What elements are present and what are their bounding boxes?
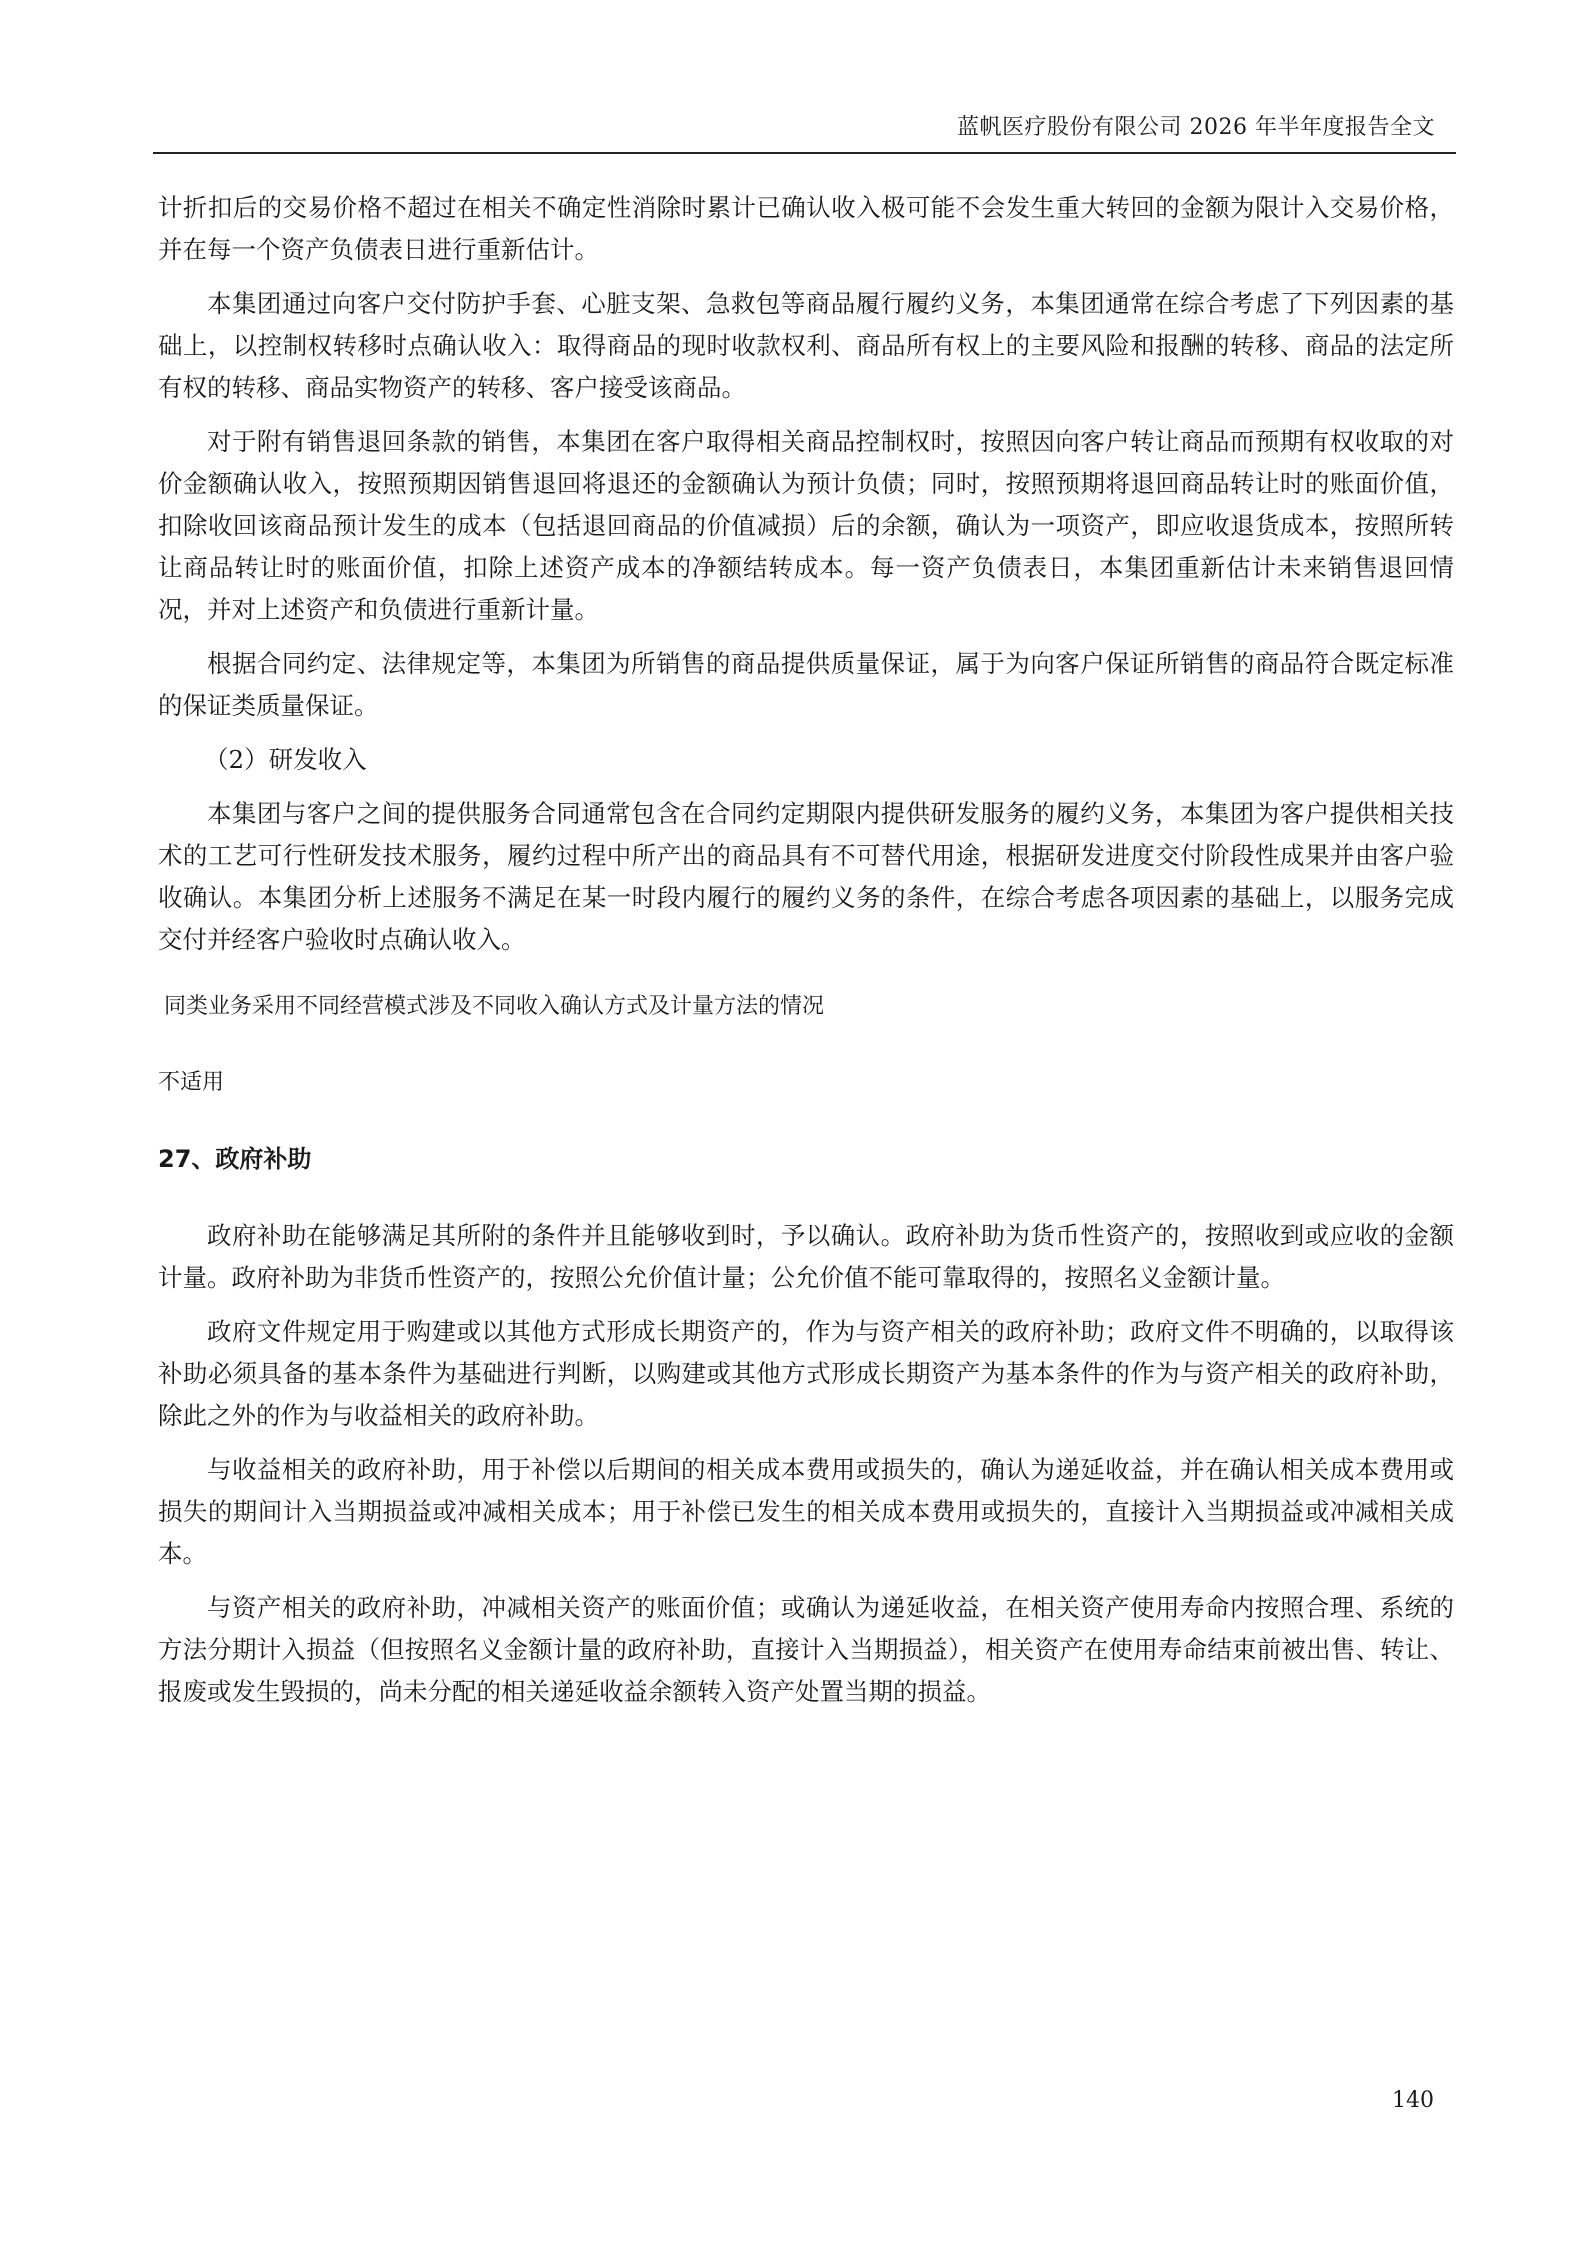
section-heading-government-grants: 27、政府补助 (158, 1145, 312, 1173)
paragraph-grant-recognition: 政府补助在能够满足其所附的条件并且能够收到时，予以确认。政府补助为货币性资产的，按照收到或应收的金额计量。政府补助为非货币性资产的，按照公允价值计量；公允价值不能可靠取得的，按照名义金额计量。 (158, 1221, 1454, 1292)
paragraph-asset-related-grants: 与资产相关的政府补助，冲减相关资产的账面价值；或确认为递延收益，在相关资产使用寿命内按照合理、系统的方法分期计入损益（但按照名义金额计量的政府补助，直接计入当期损益），相关资产在使用寿命结束前被出售、转让、报废或发生毁损的，尚未分配的相关递延收益余额转入资产处置当期的损益。 (158, 1593, 1454, 1706)
paragraph-sales-return: 对于附有销售退回条款的销售，本集团在客户取得相关商品控制权时，按照因向客户转让商品而预期有权收取的对价金额确认收入，按照预期因销售退回将退还的金额确认为预计负债；同时，按照预期将退回商品转让时的账面价值，扣除收回该商品预计发生的成本（包括退回商品的价值减损）后的余额，确认为一项资产，即应收退货成本，按照所转让商品转让时的账面价值，扣除上述资产成本的净额结转成本。每一资产负债表日，本集团重新估计未来销售退回情况，并对上述资产和负债进行重新计量。 (158, 427, 1454, 624)
document-body (158, 187, 1454, 1725)
paragraph-income-related-grants: 与收益相关的政府补助，用于补偿以后期间的相关成本费用或损失的，确认为递延收益，并在确认相关成本费用或损失的期间计入当期损益或冲减相关成本；用于补偿已发生的相关成本费用或损失的，直接计入当期损益或冲减相关成本。 (158, 1455, 1454, 1568)
report-header-title: 蓝帆医疗股份有限公司 2026 年半年度报告全文 (957, 115, 1435, 140)
page-number: 140 (1392, 2088, 1434, 2113)
not-applicable-text: 不适用 (158, 1070, 225, 1095)
subheading-rd-revenue: （2）研发收入 (204, 745, 367, 774)
paragraph-quality-warranty: 根据合同约定、法律规定等，本集团为所销售的商品提供质量保证，属于为向客户保证所销售的商品符合既定标准的保证类质量保证。 (158, 649, 1454, 720)
label-business-models: 同类业务采用不同经营模式涉及不同收入确认方式及计量方法的情况 (164, 994, 825, 1019)
paragraph-grant-classification: 政府文件规定用于购建或以其他方式形成长期资产的，作为与资产相关的政府补助；政府文件不明确的，以取得该补助必须具备的基本条件为基础进行判断，以购建或其他方式形成长期资产为基本条件的作为与资产相关的政府补助，除此之外的作为与收益相关的政府补助。 (158, 1317, 1454, 1430)
header-divider (153, 152, 1456, 154)
paragraph-rd-revenue: 本集团与客户之间的提供服务合同通常包含在合同约定期限内提供研发服务的履约义务，本集团为客户提供相关技术的工艺可行性研发技术服务，履约过程中所产出的商品具有不可替代用途，根据研发进度交付阶段性成果并由客户验收确认。本集团分析上述服务不满足在某一时段内履行的履约义务的条件，在综合考虑各项因素的基础上，以服务完成交付并经客户验收时点确认收入。 (158, 799, 1454, 954)
paragraph-continuation: 计折扣后的交易价格不超过在相关不确定性消除时累计已确认收入极可能不会发生重大转回的金额为限计入交易价格，并在每一个资产负债表日进行重新估计。 (158, 193, 1454, 264)
paragraph-goods-delivery: 本集团通过向客户交付防护手套、心脏支架、急救包等商品履行履约义务，本集团通常在综合考虑了下列因素的基础上，以控制权转移时点确认收入：取得商品的现时收款权利、商品所有权上的主要风险和报酬的转移、商品的法定所有权的转移、商品实物资产的转移、客户接受该商品。 (158, 289, 1454, 402)
